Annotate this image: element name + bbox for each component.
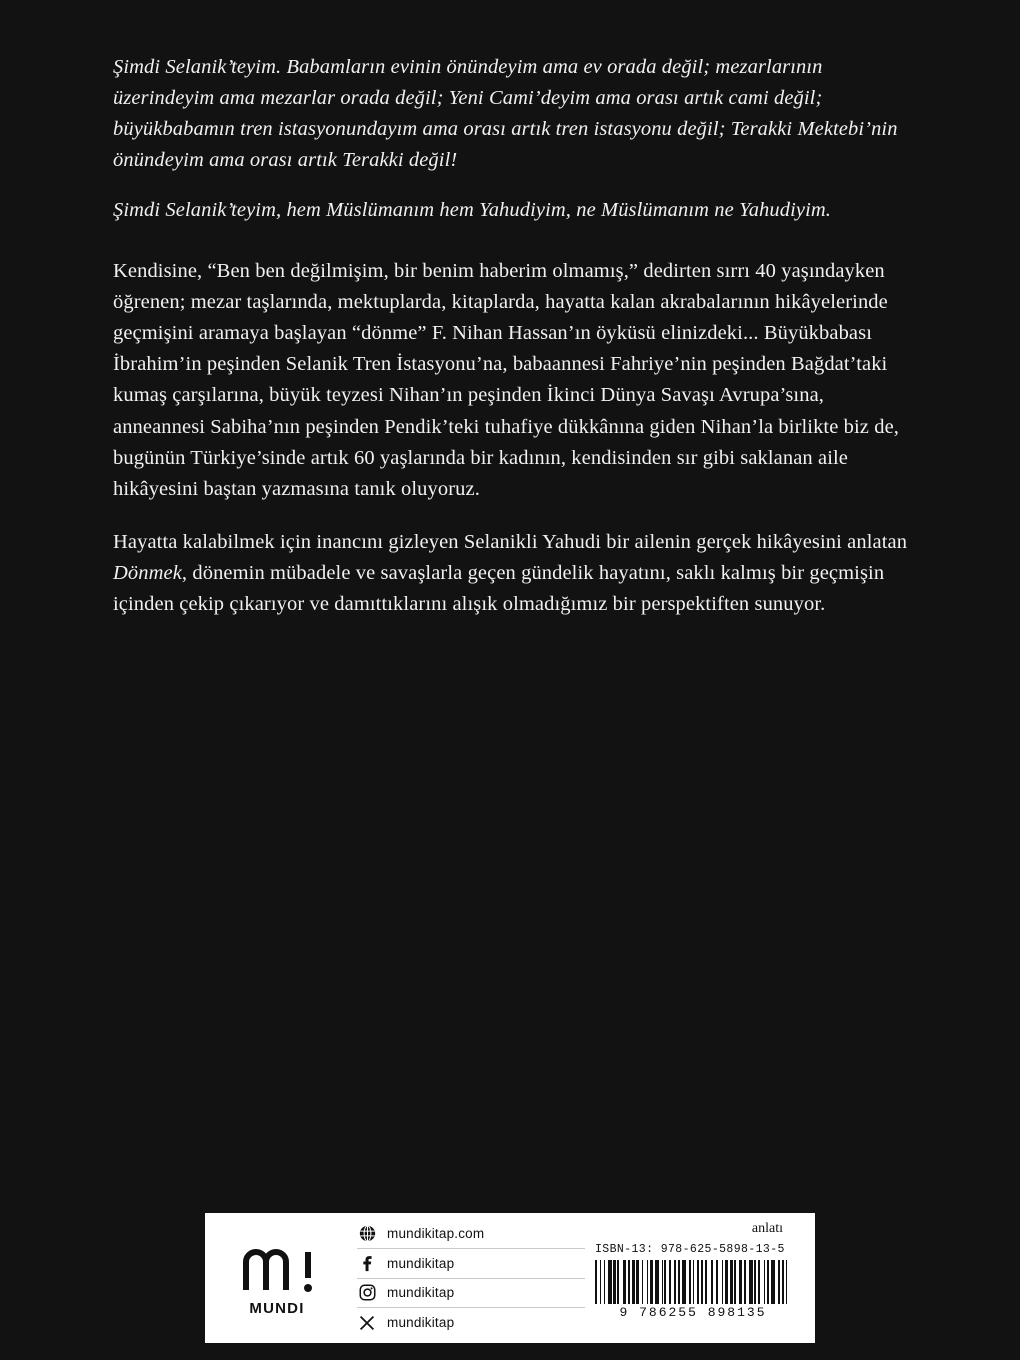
description-paragraph-2-lead: Hayatta kalabilmek için inancını gizleyen Selanikli Yahudi bir ailenin gerçek hikâyesini anlatan (113, 531, 908, 554)
blurb-text-block (113, 52, 908, 639)
barcode-digits: 9 786255 898135 (619, 1305, 767, 1320)
social-row-facebook[interactable] (357, 1249, 585, 1279)
social-links-list (349, 1213, 585, 1343)
isbn-text: ISBN-13: 978-625-5898-13-5 (595, 1243, 785, 1256)
social-label-facebook: mundikitap (387, 1255, 455, 1271)
publisher-footer-bar (205, 1213, 815, 1343)
social-label-instagram: mundikitap (387, 1285, 455, 1301)
description-paragraph-2 (113, 527, 908, 620)
barcode-block (585, 1213, 815, 1343)
instagram-icon (357, 1283, 377, 1303)
publisher-name: MUNDI (249, 1299, 305, 1317)
barcode-bars (595, 1260, 791, 1304)
social-row-instagram[interactable] (357, 1279, 585, 1309)
social-label-x: mundikitap (387, 1315, 455, 1331)
globe-icon (357, 1223, 377, 1243)
pull-quote-2: Şimdi Selanik’teyim, hem Müslümanım hem Yahudiyim, ne Müslümanım ne Yahudiyim. (113, 198, 832, 221)
description-paragraph-1: Kendisine, “Ben ben değilmişim, bir benim haberim olmamış,” dedirten sırrı 40 yaşındayken öğrenen; mezar taşlarında, mektuplarda, kitaplarda, hayatta kalan akrabalarının hikâyelerinde geçmişini aramaya başlayan “dönme” F. Nihan Hassan’ın öyküsü elinizdeki... Büyükbabası İbrahim’in peşinden Selanik Tren İstasyonu’na, babaannesi Fahriye’nin peşinden Bağdat’taki kumaş çarşılarına, büyük teyzesi Nihan’ın peşinden İkinci Dünya Savaşı Avrupa’sına, anneannesi Sabiha’nın peşinden Pendik’teki tuhafiye dükkânına giden Nihan’la birlikte biz de, bugünün Türkiye’sinde artık 60 yaşlarında bir kadının, kendisinden sır gibi saklanan aile hikâyesini baştan yazmasına tanık oluyoruz. (113, 259, 899, 500)
x-icon (357, 1313, 377, 1333)
book-title-mention: Dönmek (113, 562, 182, 585)
pull-quote-1: Şimdi Selanik’teyim. Babamların evinin önündeyim ama ev orada değil; mezarlarının üzerindeyim ama mezarlar orada değil; Yeni Cami’deyim ama orası artık cami değil; büyükbabamın tren istasyonundayım ama orası artık tren istasyonu değil; Terakki Mektebi’nin önündeyim ama orası artık Terakki değil! (113, 56, 898, 172)
facebook-icon (357, 1253, 377, 1273)
description-paragraph-2-tail: , dönemin mübadele ve savaşlarla geçen gündelik hayatını, saklı kalmış bir geçmişin içinden çekip çıkarıyor ve damıttıklarını alışık olmadığımız bir perspektiften sunuyor. (113, 562, 885, 616)
social-row-x[interactable] (357, 1308, 585, 1337)
publisher-logo-block (205, 1213, 349, 1343)
barcode (595, 1260, 791, 1320)
mundi-logo-icon (240, 1246, 314, 1294)
social-label-website: mundikitap.com (387, 1225, 485, 1241)
social-row-website[interactable] (357, 1219, 585, 1249)
genre-label: anlatı (751, 1221, 783, 1236)
